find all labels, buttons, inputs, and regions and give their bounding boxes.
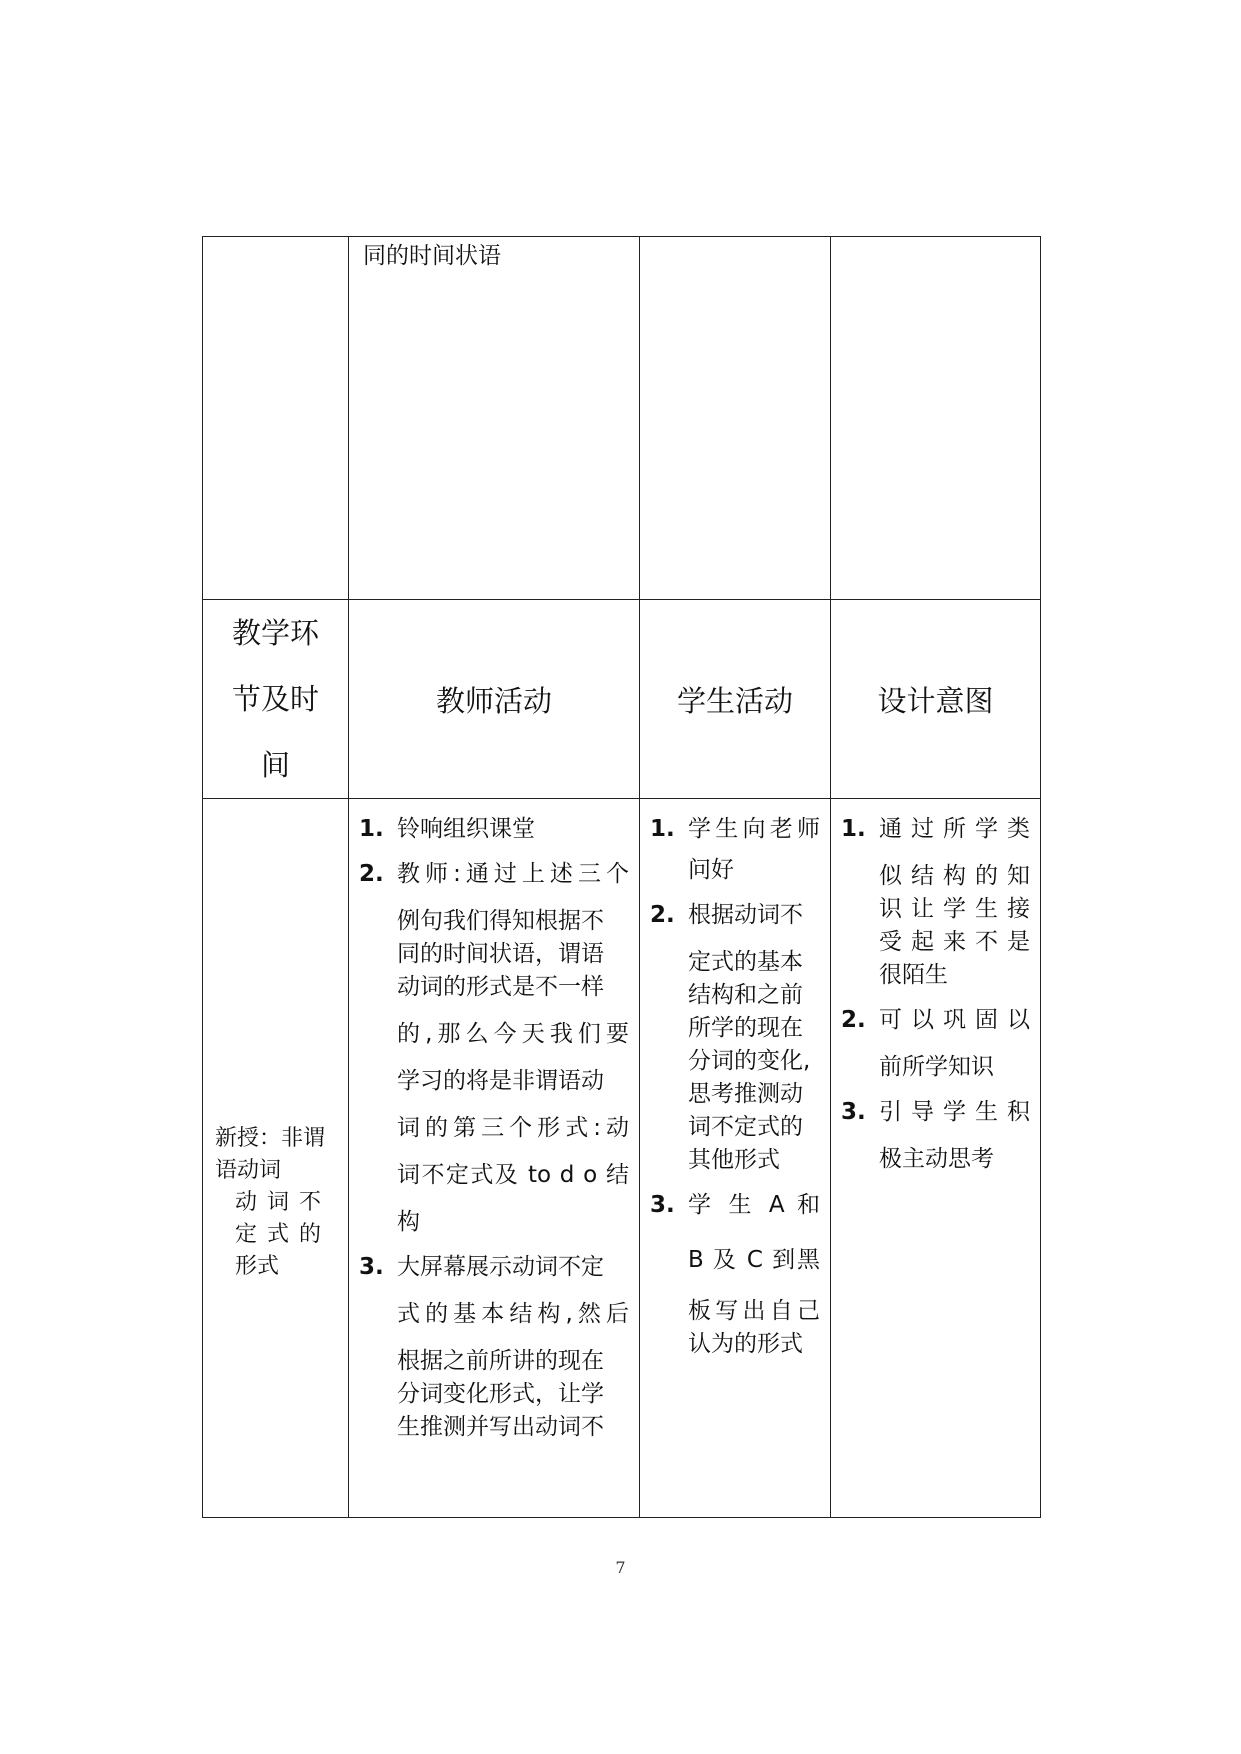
item-line: 前所学知识 [879, 1054, 994, 1080]
header-teacher: 教师活动 [435, 683, 552, 718]
design-intent-cell [831, 799, 1041, 1518]
item-number: 3. [650, 1192, 675, 1218]
item-line: 很陌生 [879, 962, 948, 988]
item-line: 铃响组织课堂 [397, 816, 535, 842]
list-item [841, 1096, 1030, 1176]
list-item [359, 858, 629, 1239]
teacher-activity-list [349, 799, 639, 1444]
list-item [359, 1251, 629, 1444]
item-line: 似结构的知 [879, 863, 1030, 889]
stage-line: 形式 [235, 1254, 280, 1279]
item-line: 板写出自己 [688, 1298, 820, 1324]
item-line: 学 生 A 和 [688, 1192, 820, 1218]
item-line: 定式的基本 [688, 949, 803, 975]
item-line: 分词变化形式，让学 [397, 1381, 604, 1407]
item-number: 1. [359, 816, 384, 842]
stage-cell [203, 799, 349, 1518]
item-line: 问好 [688, 857, 734, 883]
header-teacher-cell [349, 600, 640, 799]
content-row [203, 799, 1041, 1518]
item-line: 学习的将是非谓语动 [397, 1068, 604, 1094]
header-intent: 设计意图 [877, 683, 994, 718]
item-line: 根据动词不 [688, 902, 803, 928]
teacher-activity-cell [349, 799, 640, 1518]
page-number: 7 [615, 1558, 626, 1577]
list-item [359, 813, 629, 846]
stage-line: 语动词 [215, 1158, 282, 1183]
header-stage-line: 间 [260, 748, 290, 782]
item-number: 2. [841, 1007, 866, 1033]
item-number: 2. [359, 861, 384, 887]
item-number: 1. [650, 816, 675, 842]
continued-teacher-cell [349, 237, 640, 600]
list-item [841, 813, 1030, 992]
list-item [841, 1004, 1030, 1084]
student-activity-list [640, 799, 830, 1361]
item-line: 受起来不是 [879, 929, 1030, 955]
design-intent-list [831, 799, 1040, 1176]
header-stage-line: 教学环 [231, 616, 319, 650]
item-line: 结构和之前 [688, 982, 803, 1008]
header-intent-cell [831, 600, 1041, 799]
item-line: 所学的现在 [688, 1015, 803, 1041]
item-line: 的,那么今天我们要 [397, 1021, 629, 1047]
header-stage-line: 节及时 [231, 682, 319, 716]
stage-line: 动词不 [235, 1190, 321, 1215]
item-line: 词不定式的 [688, 1114, 803, 1140]
continued-text: 同的时间状语 [363, 243, 501, 269]
item-line: 大屏幕展示动词不定 [397, 1254, 604, 1280]
item-line: 词的第三个形式:动 [397, 1115, 629, 1141]
item-line: 极主动思考 [879, 1146, 994, 1172]
stage-line: 新授：非谓 [215, 1126, 326, 1151]
list-item [650, 1189, 820, 1361]
header-student: 学生活动 [676, 683, 793, 718]
stage-line: 定式的 [235, 1222, 321, 1247]
header-row [203, 600, 1041, 799]
item-line: 同的时间状语，谓语 [397, 941, 604, 967]
stage-text [203, 1123, 348, 1283]
item-line: 构 [397, 1209, 420, 1235]
list-item [650, 813, 820, 887]
continued-intent-cell [831, 237, 1041, 600]
item-line: 可以巩固以 [879, 1007, 1030, 1033]
item-number: 3. [841, 1099, 866, 1125]
item-line: B 及 C 到黑 [688, 1247, 820, 1273]
item-line: 例句我们得知根据不 [397, 908, 604, 934]
item-line: 识让学生接 [879, 896, 1030, 922]
list-item [650, 899, 820, 1177]
item-line: 学生向老师 [688, 816, 820, 842]
item-line: 分词的变化, [688, 1048, 811, 1074]
item-line: 教师:通过上述三个 [397, 861, 629, 887]
continued-stage-cell [203, 237, 349, 600]
item-line: 通过所学类 [879, 816, 1030, 842]
header-stage-cell [203, 600, 349, 799]
lesson-plan-table [202, 236, 1041, 1518]
student-activity-cell [640, 799, 831, 1518]
item-line: 引导学生积 [879, 1099, 1030, 1125]
continued-student-cell [640, 237, 831, 600]
item-line: 其他形式 [688, 1147, 780, 1173]
item-number: 1. [841, 816, 866, 842]
item-line: 动词的形式是不一样 [397, 974, 604, 1000]
item-line: 式的基本结构,然后 [397, 1301, 629, 1327]
item-line: 认为的形式 [688, 1331, 803, 1357]
item-line: 思考推测动 [688, 1081, 803, 1107]
continued-row [203, 237, 1041, 600]
header-student-cell [640, 600, 831, 799]
item-line: 根据之前所讲的现在 [397, 1348, 604, 1374]
item-line: 词不定式及 to d o 结 [397, 1162, 629, 1188]
item-number: 2. [650, 902, 675, 928]
item-line: 生推测并写出动词不 [397, 1414, 604, 1440]
item-number: 3. [359, 1254, 384, 1280]
